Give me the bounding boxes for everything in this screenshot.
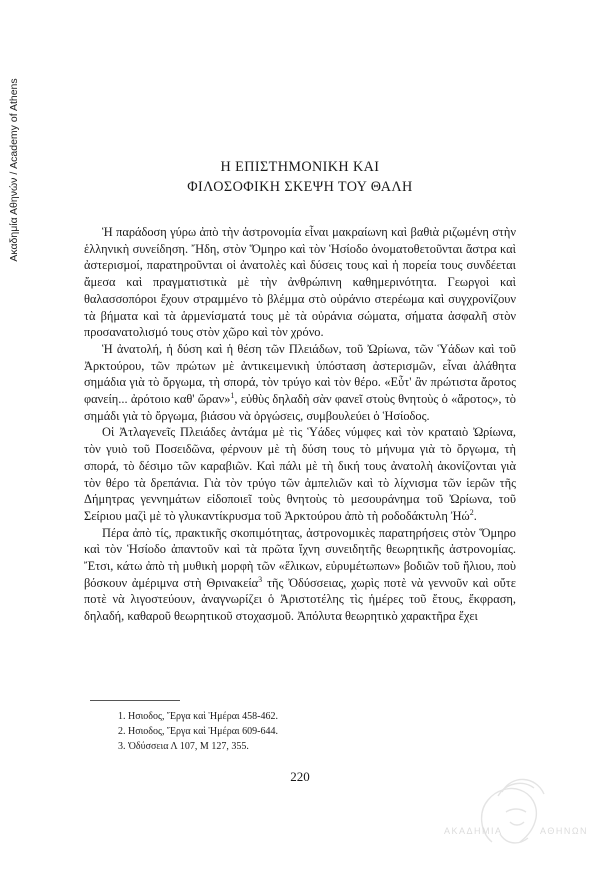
body-text bbox=[84, 224, 516, 625]
paragraph-1: Ἡ παράδοση γύρω ἀπὸ τὴν ἀστρονομία εἶναι μακραίωνη καὶ βαθιὰ ριζωμένη στὴν ἑλληνικὴ συνείδηση. Ἤδη, στὸν Ὅμηρο καὶ τὸν Ἡσίοδο ὀνοματοθετοῦνται ἄστρα καὶ ἀστερισμοί, παρατηροῦνται οἱ ἀνατολὲς καὶ δύσεις τους καὶ ἡ πορεία τους συνδέεται ἄμεσα καὶ πραγματιστικὰ μὲ τὴν ἀνθρώπινη καθημερινότητα. Γεωργοὶ καὶ θαλασσοπόροι ἔχουν στραμμένο τὸ βλέμμα στὸ οὐράνιο στερέωμα καὶ συγχρονίζουν τὰ βήματα καὶ τὰ ἁρμενίσματά τους μὲ τὰ οὐράνια σώματα, σήματα ἀσφαλῆ στὸν προσανατολισμό τους στὸν χῶρο καὶ τὸν χρόνο. bbox=[84, 225, 516, 340]
chapter-title bbox=[90, 157, 510, 197]
footnote-1: 1. Ησιοδος, Ἔργα καὶ Ἡμέραι 458-462. bbox=[118, 711, 278, 722]
footnote-ref-3[interactable]: 3 bbox=[258, 574, 263, 584]
footnote-divider bbox=[90, 700, 180, 701]
paragraph-3-text: Οἱ Ἀτλαγενεῖς Πλειάδες ἀντάμα μὲ τὶς Ὑάδες νύμφες καὶ τὸν κραταιὸ Ὠρίωνα, τὸν γυιὸ τοῦ Ποσειδῶνα, φέρνουν μὲ τὴ δύση τους τὸ μήνυμα γιὰ τὸ ὄργωμα, τὴ σπορά, τὸ δέσιμο τῶν καραβιῶν. Καὶ πάλι μὲ τὴ δική τους ἀνατολὴ ἀκονίζονται γιὰ τὸν θέρο τὰ δρεπάνια. Γιὰ τὸν τρύγο τῶν ἀμπελιῶν καὶ τὸ λίχνισμα τῶν ἱερῶν τῆς Δήμητρας γεννημάτων εἰδοποιεῖ τοὺς θνητοὺς τὸ μεσουράνημα τοῦ Ὠρίωνα, τοῦ Σείριου μαζὶ μὲ τὸ γλυκαντίκρυσμα τοῦ Ἀρκτούρου ἀπὸ τὴ ροδοδάκτυλη Ἠώ bbox=[84, 425, 516, 523]
footnote-ref-2[interactable]: 2 bbox=[469, 507, 474, 517]
paragraph-2-text-rest: , εὐθὺς δηλαδὴ σὰν φανεῖ στοὺς θνητοὺς ὁ «ἄροτος», τὸ σημάδι γιὰ τὸ ὄργωμα, βιάσου νὰ ὀργώσεις, συμβουλεύει ὁ Ἡσίοδος. bbox=[84, 392, 516, 423]
paragraph-4-text: Πέρα ἀπὸ τίς, πρακτικῆς σκοπιμότητας, ἀστρονομικὲς παρατηρήσεις στὸν Ὅμηρο καὶ τὸν Ἡσίοδο ἀπαντοῦν καὶ τὰ πρῶτα ἴχνη συνειδητῆς θεωρητικῆς ἀστρονομίας. Ἔτσι, κάτω ἀπὸ τὴ μυθικὴ μορφὴ τῶν «ἕλικων, εὐρυμέτωπων» βοδιῶν τοῦ ἥλιου, ποὺ βόσκουν ἀμέριμνα στὴ Θρινακεία bbox=[84, 525, 516, 590]
paragraph-3-text-rest: . bbox=[473, 508, 477, 523]
footnote-2: 2. Ησιοδος, Ἔργα καὶ Ἡμέραι 609-644. bbox=[118, 726, 278, 737]
paragraph-3 bbox=[84, 424, 516, 524]
paragraph-2 bbox=[84, 341, 516, 425]
page-number: 220 bbox=[290, 769, 310, 784]
footnote-ref-1[interactable]: 1 bbox=[230, 390, 235, 400]
archive-side-label bbox=[2, 40, 26, 300]
athena-head-icon bbox=[440, 772, 590, 852]
chapter-title-line-2: ΦΙΛΟΣΟΦΙΚΗ ΣΚΕΨΗ ΤΟΥ ΘΑΛΗ bbox=[187, 179, 413, 195]
watermark-word-right: ΑΘΗΝΩΝ bbox=[540, 826, 589, 836]
paragraph-2-text: Ἡ ἀνατολή, ἡ δύση καὶ ἡ θέση τῶν Πλειάδων, τοῦ Ὠρίωνα, τῶν Ὑάδων καὶ τοῦ Ἀρκτούρου, τῶν πρώτων μὲ ἀντικειμενικὴ ὑπόσταση ἀστερισμῶν, εἶναι ἀλάθητα σημάδια γιὰ τὸ ὄργωμα, τὴ σπορά, τὸν τρύγο καὶ τὸν θέρο. «Εὖτ' ἂν πρώτιστα ἄροτος φανείη... ἀρότοιο καθ' ὥραν» bbox=[84, 341, 516, 407]
watermark-word-left: ΑΚΑΔΗΜΙΑ bbox=[444, 826, 503, 836]
paragraph-4-text-rest: τῆς Ὀδύσσειας, χωρὶς ποτὲ νὰ γεννοῦν καὶ οὔτε ποτὲ νὰ λιγοστεύουν, ἀναγνωρίζει ὁ Ἀριστοτέλης τὶς ἡμέρες τοῦ ἔτους, ἔκφραση, δηλαδή, καθαροῦ θεωρητικοῦ στοχασμοῦ. Ἀπόλυτα θεωρητικὸ χαρακτῆρα ἔχει bbox=[84, 575, 516, 624]
side-label-text: Ακαδημία Αθηνών / Academy of Athens bbox=[8, 78, 20, 262]
academy-watermark bbox=[440, 772, 590, 852]
paragraph-4 bbox=[84, 525, 516, 625]
footnote-3: 3. Ὀδύσσεια Λ 107, Μ 127, 355. bbox=[118, 741, 249, 752]
footnotes-list bbox=[118, 709, 278, 754]
chapter-title-line-1: Η ΕΠΙΣΤΗΜΟΝΙΚΗ ΚΑΙ bbox=[220, 159, 380, 175]
